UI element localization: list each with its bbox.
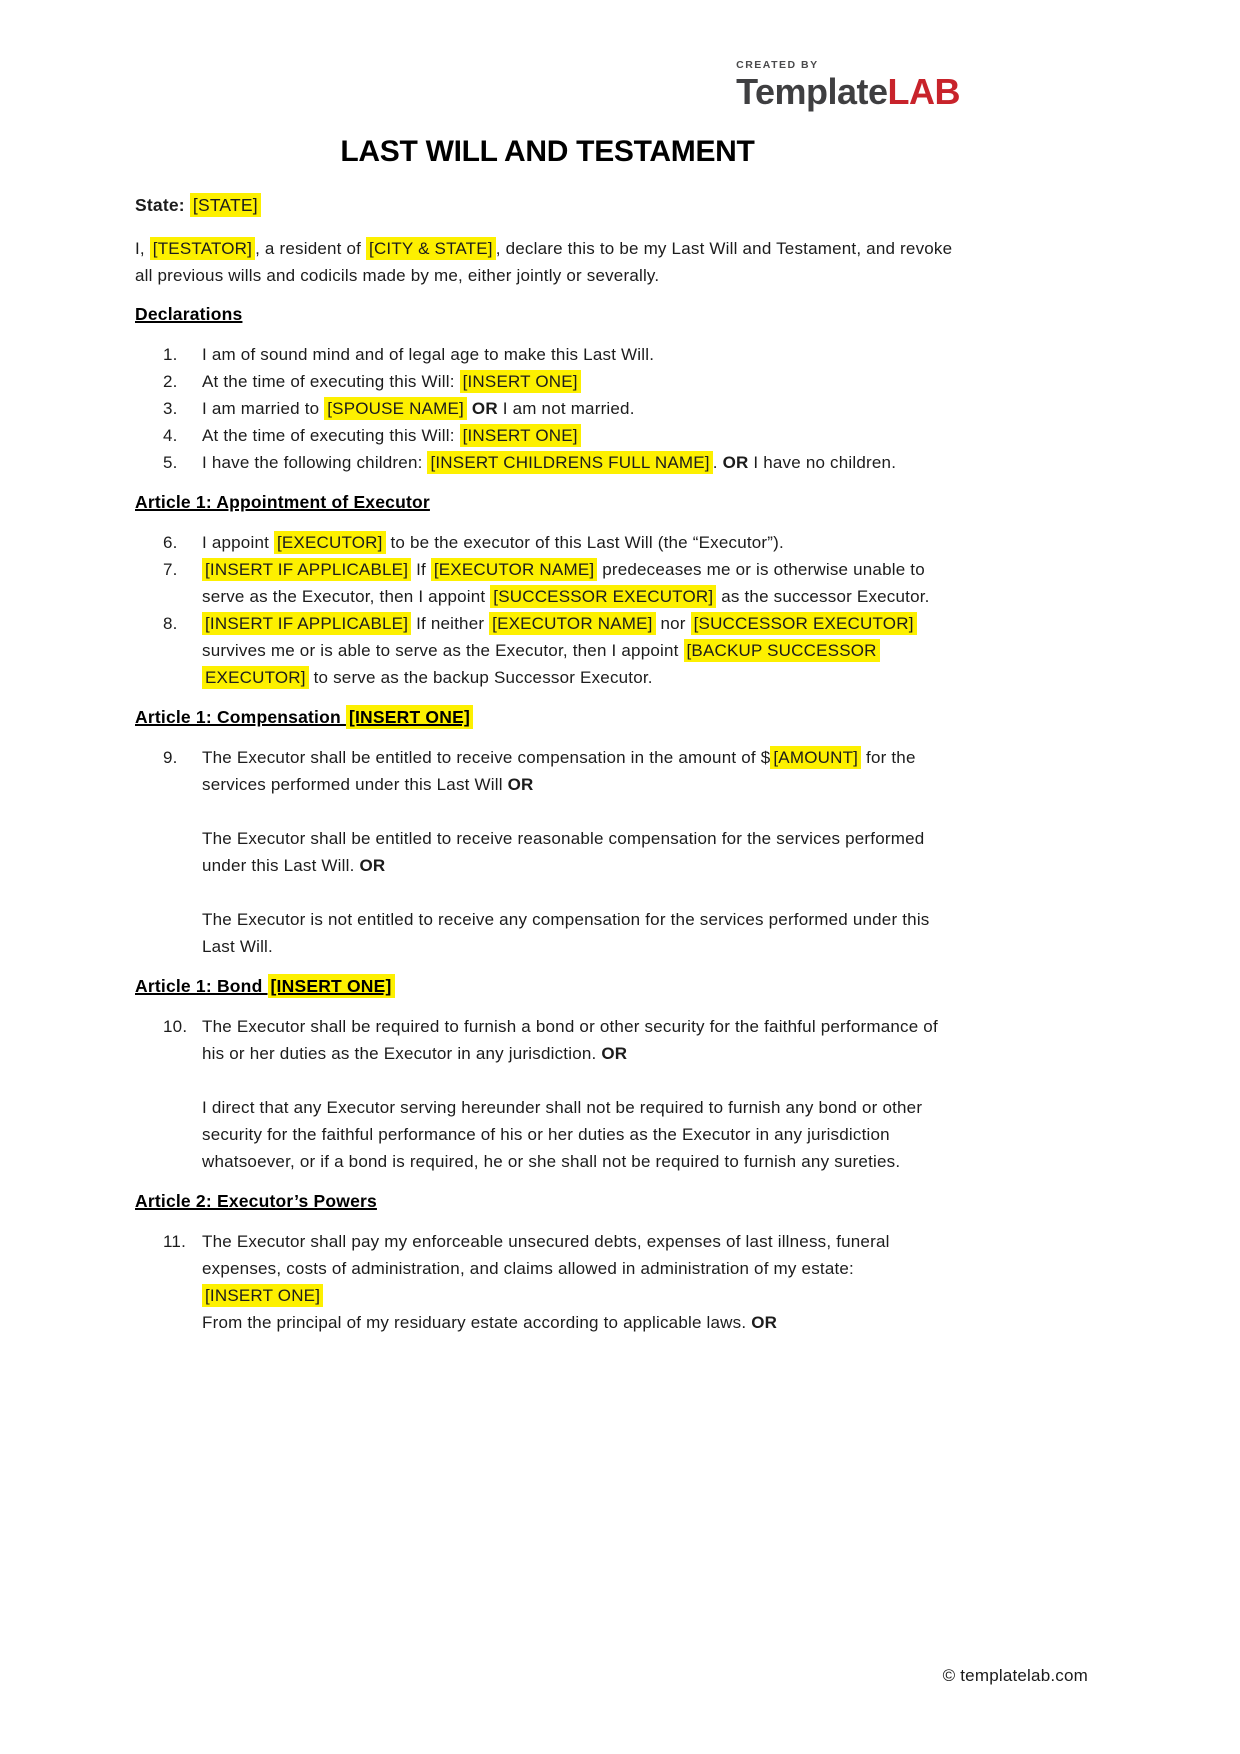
footer-credit: © templatelab.com bbox=[942, 1666, 1088, 1685]
compensation-list bbox=[135, 744, 960, 960]
powers-list bbox=[135, 1228, 960, 1336]
executor-list bbox=[135, 529, 960, 691]
list-item-6: I appoint [EXECUTOR] to be the executor of this Last Will (the “Executor”). bbox=[202, 532, 784, 552]
logo-created-by-label: CREATED BY bbox=[736, 59, 819, 71]
heading-article2-powers: Article 2: Executor’s Powers bbox=[135, 1190, 377, 1211]
compensation-option-2: The Executor shall be entitled to receive reasonable compensation for the services performed under this Last Will. OR bbox=[202, 828, 925, 875]
list-item-7: [INSERT IF APPLICABLE] If [EXECUTOR NAME] predeceases me or is otherwise unable to serve as the Executor, then I appoint [SUCCESSOR EXECUTOR] as the successor Executor. bbox=[202, 559, 930, 606]
logo-row bbox=[135, 60, 960, 110]
logo-lab-text: LAB bbox=[887, 70, 960, 112]
bond-list bbox=[135, 1013, 960, 1175]
bond-option-2: I direct that any Executor serving hereunder shall not be required to furnish any bond or other security for the faithful performance of his or her duties as the Executor in any jurisdiction whatsoever, or if a bond is required, he or she shall not be required to furnish any sureties. bbox=[202, 1097, 923, 1171]
compensation-option-1: The Executor shall be entitled to receive compensation in the amount of $ [AMOUNT] for the services performed under this Last Will OR bbox=[202, 747, 916, 794]
list-item-2: At the time of executing this Will: [INSERT ONE] bbox=[135, 368, 960, 395]
state-line: State: [STATE] bbox=[135, 192, 960, 219]
heading-article1-compensation: Article 1: Compensation [INSERT ONE] bbox=[135, 704, 960, 731]
heading-article1-executor: Article 1: Appointment of Executor bbox=[135, 491, 430, 512]
templatelab-logo bbox=[736, 60, 960, 110]
logo-wordmark bbox=[736, 70, 960, 112]
logo-template-text: Template bbox=[736, 70, 888, 112]
list-item-4: At the time of executing this Will: [INSERT ONE] bbox=[135, 422, 960, 449]
list-item-1: I am of sound mind and of legal age to make this Last Will. bbox=[202, 344, 655, 364]
bond-option-1: The Executor shall be required to furnish a bond or other security for the faithful performance of his or her duties as the Executor in any jurisdiction. OR bbox=[202, 1016, 938, 1063]
page-title: LAST WILL AND TESTAMENT bbox=[340, 134, 755, 168]
list-item-8: [INSERT IF APPLICABLE] If neither [EXECUTOR NAME] nor [SUCCESSOR EXECUTOR] survives me or is able to serve as the Executor, then I appoint [BACKUP SUCCESSOR EXECUTOR] to serve as the backup Successor Executor. bbox=[135, 610, 960, 691]
list-item-3: I am married to [SPOUSE NAME] OR I am not married. bbox=[202, 398, 635, 418]
list-item-9 bbox=[135, 744, 960, 960]
compensation-option-3: The Executor is not entitled to receive any compensation for the services performed under this Last Will. bbox=[202, 909, 930, 956]
heading-declarations: Declarations bbox=[135, 303, 243, 324]
intro-paragraph: I, [TESTATOR] , a resident of [CITY & STATE] , declare this to be my Last Will and Testament, and revoke all previous wills and codicils made by me, either jointly or severally. bbox=[135, 238, 953, 285]
list-item-11: The Executor shall pay my enforceable unsecured debts, expenses of last illness, funeral expenses, costs of administration, and claims allowed in administration of my estate: [INSERT ONE] From the principal of my residuary estate according to applicable laws. OR bbox=[202, 1231, 890, 1332]
declarations-list bbox=[135, 341, 960, 476]
list-item-5: I have the following children: [INSERT CHILDRENS FULL NAME] . OR I have no children. bbox=[202, 452, 897, 472]
heading-article1-bond: Article 1: Bond [INSERT ONE] bbox=[135, 973, 960, 1000]
list-item-10 bbox=[135, 1013, 960, 1175]
